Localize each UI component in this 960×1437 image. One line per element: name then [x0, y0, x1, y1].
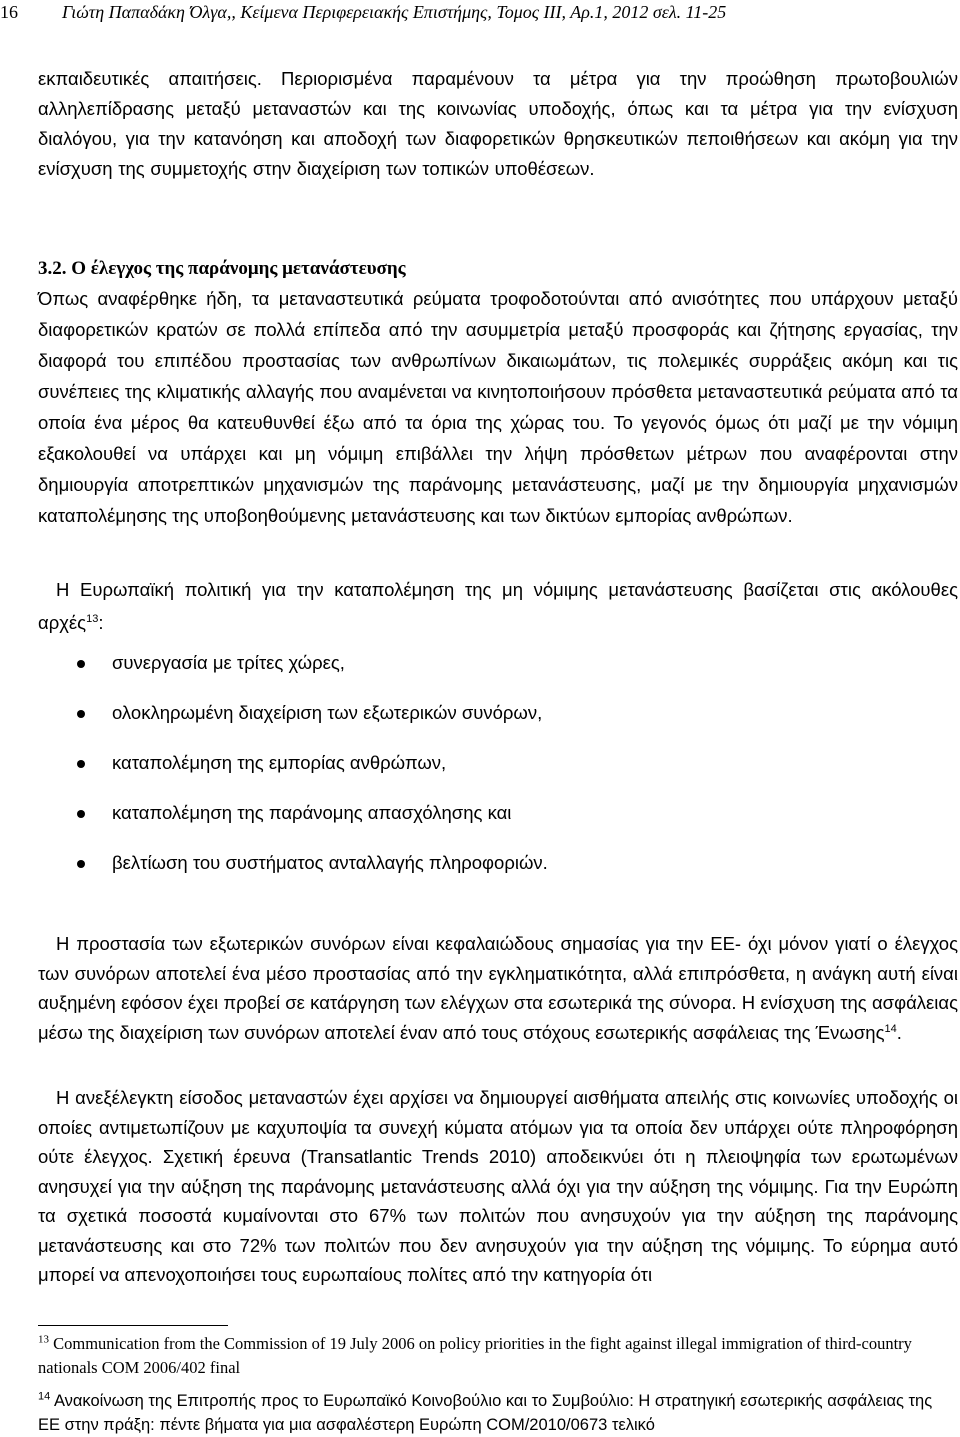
bullet-icon [77, 760, 85, 768]
bullet-icon [77, 660, 85, 668]
footnote-text: Ανακοίνωση της Επιτροπής προς το Ευρωπαϊκό Κοινοβούλιο και το Συμβούλιο: Η στρατηγική εσωτερικής ασφάλειας της ΕΕ στην πράξη: πέντε βήματα για μια ασφαλέστερη Ευρώπη COM/2010/0673 τελικό [38, 1392, 933, 1434]
list-item: καταπολέμηση της εμπορίας ανθρώπων, [38, 752, 918, 802]
running-header [0, 2, 960, 26]
paragraph-eu-policy-text [38, 573, 958, 639]
footnote-ref-14[interactable]: 14 [884, 1022, 897, 1035]
paragraph-border-protection-body: Η προστασία των εξωτερικών συνόρων είναι κεφαλαιώδους σημασίας για την ΕΕ- όχι μόνον γιατί ο έλεγχος των συνόρων αποτελεί ένα μέσο προστασίας από την εγκληματικότητα, αλλά επιπρόσθετα, η ανάγκη αυτή είναι αυξημένη εφόσον έχει προβεί σε κατάργηση των ελέγχων στα εσωτερικά της σύνορα. Η ενίσχυση της ασφάλειας μέσω της διαχείριση των συνόρων αποτελεί έναν από τους στόχους εσωτερικής ασφάλειας της Ένωσης [38, 933, 958, 1043]
footnote-ref-13[interactable]: 13 [86, 612, 99, 625]
paragraph-public-opinion-body: Η ανεξέλεγκτη είσοδος μεταναστών έχει αρχίσει να δημιουργεί αισθήματα απειλής στις κοινωνίες υποδοχής οι οποίες αντιμετωπίζουν με καχυποψία τα συνεχή κύματα ατόμων για τα οποία δεν υπάρχει ούτε πληροφόρηση ούτε έλεγχος. Σχετική έρευνα (Transatlantic Trends 2010) αποδεικνύει ότι η πλειοψηφία των ερωτωμένων ανησυχεί για την αύξηση της παράνομης μετανάστευσης αλλά όχι για την αύξηση της νόμιμης. Για την Ευρώπη τα σχετικά ποσοστά κυμαίνονται στο 67% των πολιτών που ανησυχούν για την αύξηση της παράνομης μετανάστευσης και στο 72% των πολιτών που δεν ανησυχούν για την αύξηση της νόμιμης. Το εύρημα αυτό μπορεί να απενοχοποιήσει τους ευρωπαίους πολίτες από την κατηγορία ότι [38, 1087, 958, 1285]
list-item: καταπολέμηση της παράνομης απασχόλησης και [38, 802, 918, 852]
paragraph-border-protection-text [38, 929, 958, 1047]
paragraph-eu-policy-tail: : [98, 612, 104, 633]
paragraph-eu-policy-body: Η Ευρωπαϊκή πολιτική για την καταπολέμηση της μη νόμιμης μετανάστευσης βασίζεται στις ακόλουθες αρχές [38, 579, 958, 633]
list-item: βελτίωση του συστήματος ανταλλαγής πληροφοριών. [38, 852, 918, 902]
paragraph-border-protection-tail: . [896, 1021, 902, 1043]
running-title: Γιώτη Παπαδάκη Όλγα,, Κείμενα Περιφερειακής Επιστήμης, Τομος ΙΙΙ, Αρ.1, 2012 σελ. 11-25 [62, 2, 727, 22]
bullet-icon [77, 860, 85, 868]
section-heading: 3.2. Ο έλεγχος της παράνομης μετανάστευσης [38, 258, 406, 279]
paragraph-intro [38, 64, 958, 184]
paragraph-illegal-migration-text: Όπως αναφέρθηκε ήδη, τα μεταναστευτικά ρεύματα τροφοδοτούνται από ανισότητες που υπάρχουν μεταξύ διαφορετικών κρατών σε πολλά επίπεδα από την ασυμμετρία μεταξύ προσφοράς και ζήτησης εργασίας, την διαφορά του επιπέδου προστασίας των ανθρωπίνων δικαιωμάτων, τις πολεμικές συρράξεις ακόμη και τις συνέπειες της κλιματικής αλλαγής που αναμένεται να κινητοποιήσουν πρόσθετα μεταναστευτικά ρεύματα από τα οποία ένα μέρος θα κατευθυνθεί έξω από τα όρια της χώρας του. Το γεγονός όμως ότι μαζί με την νόμιμη εξακολουθεί να υπάρχει και μη νόμιμη επιβάλλει την λήψη πρόσθετων μέτρων που αναφέρονται στην δημιουργία αποτρεπτικών μηχανισμών της παράνομης μετανάστευσης, μαζί με την δημιουργία μηχανισμών καταπολέμησης της υποβοηθούμενης μετανάστευσης και των δικτύων εμπορίας ανθρώπων. [38, 288, 958, 526]
paragraph-intro-text: εκπαιδευτικές απαιτήσεις. Περιορισμένα παραμένουν τα μέτρα για την προώθηση πρωτοβουλιών αλληλεπίδρασης μεταξύ μεταναστών και της κοινωνίας υποδοχής, όπως και τα μέτρα για την ενίσχυση διαλόγου, για την κατανόηση και αποδοχή των διαφορετικών θρησκευτικών πεποιθήσεων και ακόμη για την ενίσχυση της συμμετοχής στην διαχείριση των τοπικών υποθέσεων. [38, 68, 958, 179]
paragraph-border-protection [38, 929, 958, 1047]
footnote-text: Communication from the Commission of 19 July 2006 on policy priorities in the fight against illegal immigration of third-country nationals COM 2006/402 final [38, 1334, 912, 1377]
principles-list [38, 652, 918, 902]
footnote-number: 14 [38, 1390, 51, 1403]
footnote-divider [38, 1325, 228, 1326]
paragraph-public-opinion-text [38, 1083, 958, 1290]
paragraph-illegal-migration [38, 283, 958, 531]
list-item: ολοκληρωμένη διαχείριση των εξωτερικών συνόρων, [38, 702, 918, 752]
footnote-14 [38, 1389, 953, 1437]
page-number: 16 [0, 2, 18, 22]
footnote-13 [38, 1332, 953, 1380]
bullet-icon [77, 810, 85, 818]
list-item: συνεργασία με τρίτες χώρες, [38, 652, 918, 702]
paragraph-eu-policy [38, 573, 958, 639]
footnote-number: 13 [38, 1333, 49, 1346]
bullet-icon [77, 710, 85, 718]
paragraph-public-opinion [38, 1083, 958, 1290]
